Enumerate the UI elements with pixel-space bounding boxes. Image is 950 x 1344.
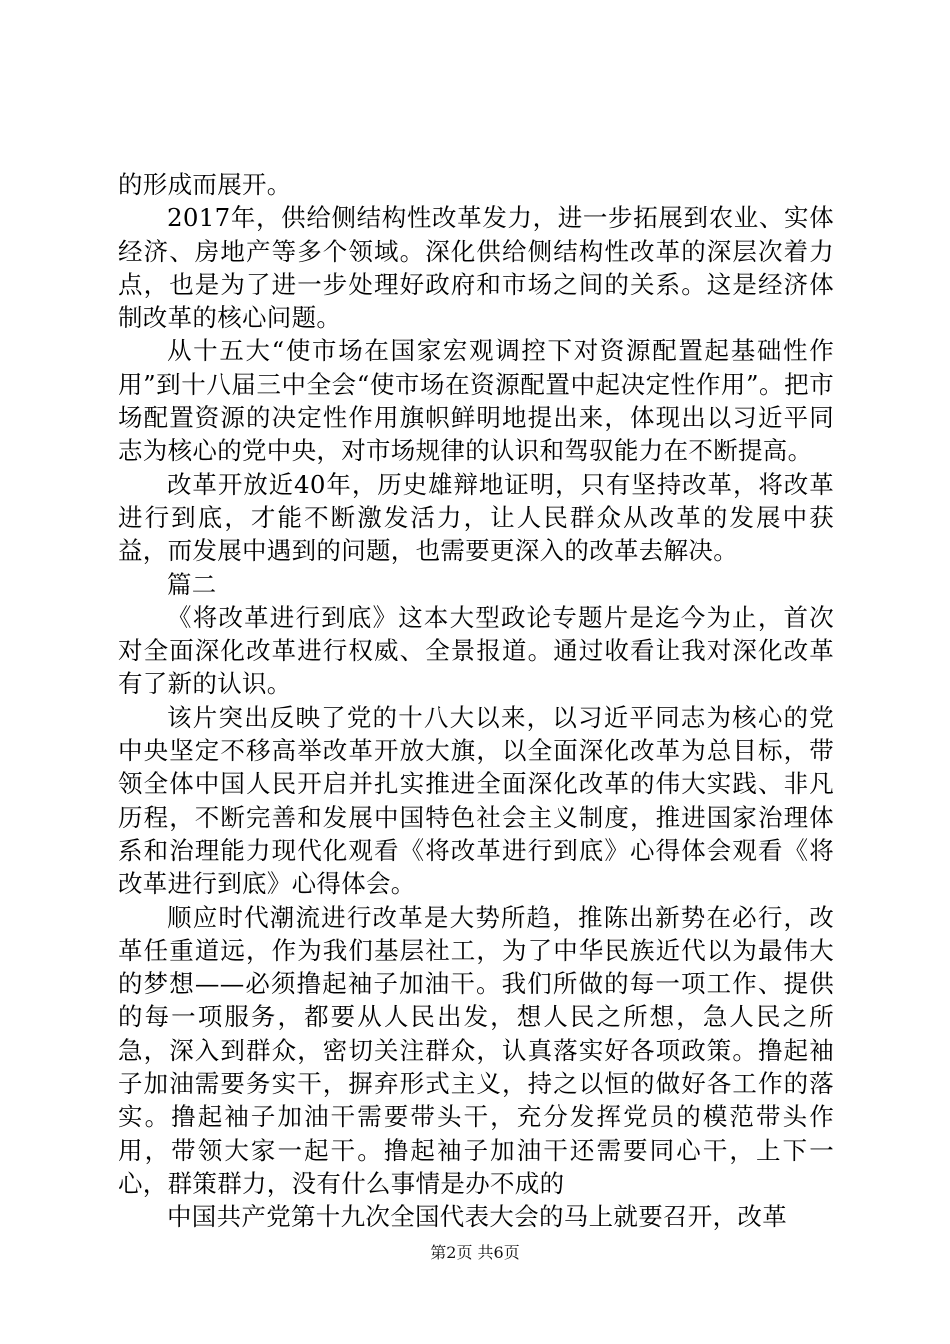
paragraph: 从十五大“使市场在国家宏观调控下对资源配置起基础性作用”到十八届三中全会“使市场在资源配置中起决定性作用”。把市场配置资源的决定性作用旗帜鲜明地提出来，体现出以习近平同志为核心的党中央，对市场规律的认识和驾驭能力在不断提高。 <box>118 336 834 466</box>
paragraph: 改革开放近40年，历史雄辩地证明，只有坚持改革，将改革进行到底，才能不断激发活力，让人民群众从改革的发展中获益，而发展中遇到的问题，也需要更深入的改革去解决。 <box>118 469 834 566</box>
page-footer <box>0 1243 950 1263</box>
paragraph: 中国共产党第十九次全国代表大会的马上就要召开，改革 <box>167 1202 787 1232</box>
document-body <box>118 168 834 1234</box>
paragraph: 《将改革进行到底》这本大型政论专题片是迄今为止，首次对全面深化改革进行权威、全景报道。通过收看让我对深化改革有了新的认识。 <box>118 602 834 699</box>
paragraph: 的形成而展开。 <box>118 170 292 199</box>
section-heading: 篇二 <box>167 569 217 599</box>
paragraph: 顺应时代潮流进行改革是大势所趋，推陈出新势在必行，改革任重道远，作为我们基层社工，为了中华民族近代以为最伟大的梦想——必须撸起袖子加油干。我们所做的每一项工作、提供的每一项服务，都要从人民出发，想人民之所想，急人民之所急，深入到群众，密切关注群众，认真落实好各项政策。撸起袖子加油需要务实干，摒弃形式主义，持之以恒的做好各工作的落实。撸起袖子加油干需要带头干，充分发挥党员的模范带头作用，带领大家一起干。撸起袖子加油干还需要同心干，上下一心，群策群力，没有什么事情是办不成的 <box>118 902 834 1198</box>
page-number: 第2页 共6页 <box>430 1243 520 1262</box>
paragraph: 2017年，供给侧结构性改革发力，进一步拓展到农业、实体经济、房地产等多个领域。深化供给侧结构性改革的深层次着力点，也是为了进一步处理好政府和市场之间的关系。这是经济体制改革的核心问题。 <box>118 203 834 333</box>
paragraph: 该片突出反映了党的十八大以来，以习近平同志为核心的党中央坚定不移高举改革开放大旗，以全面深化改革为总目标，带领全体中国人民开启并扎实推进全面深化改革的伟大实践、非凡历程，不断完善和发展中国特色社会主义制度，推进国家治理体系和治理能力现代化观看《将改革进行到底》心得体会观看《将改革进行到底》心得体会。 <box>118 702 834 899</box>
